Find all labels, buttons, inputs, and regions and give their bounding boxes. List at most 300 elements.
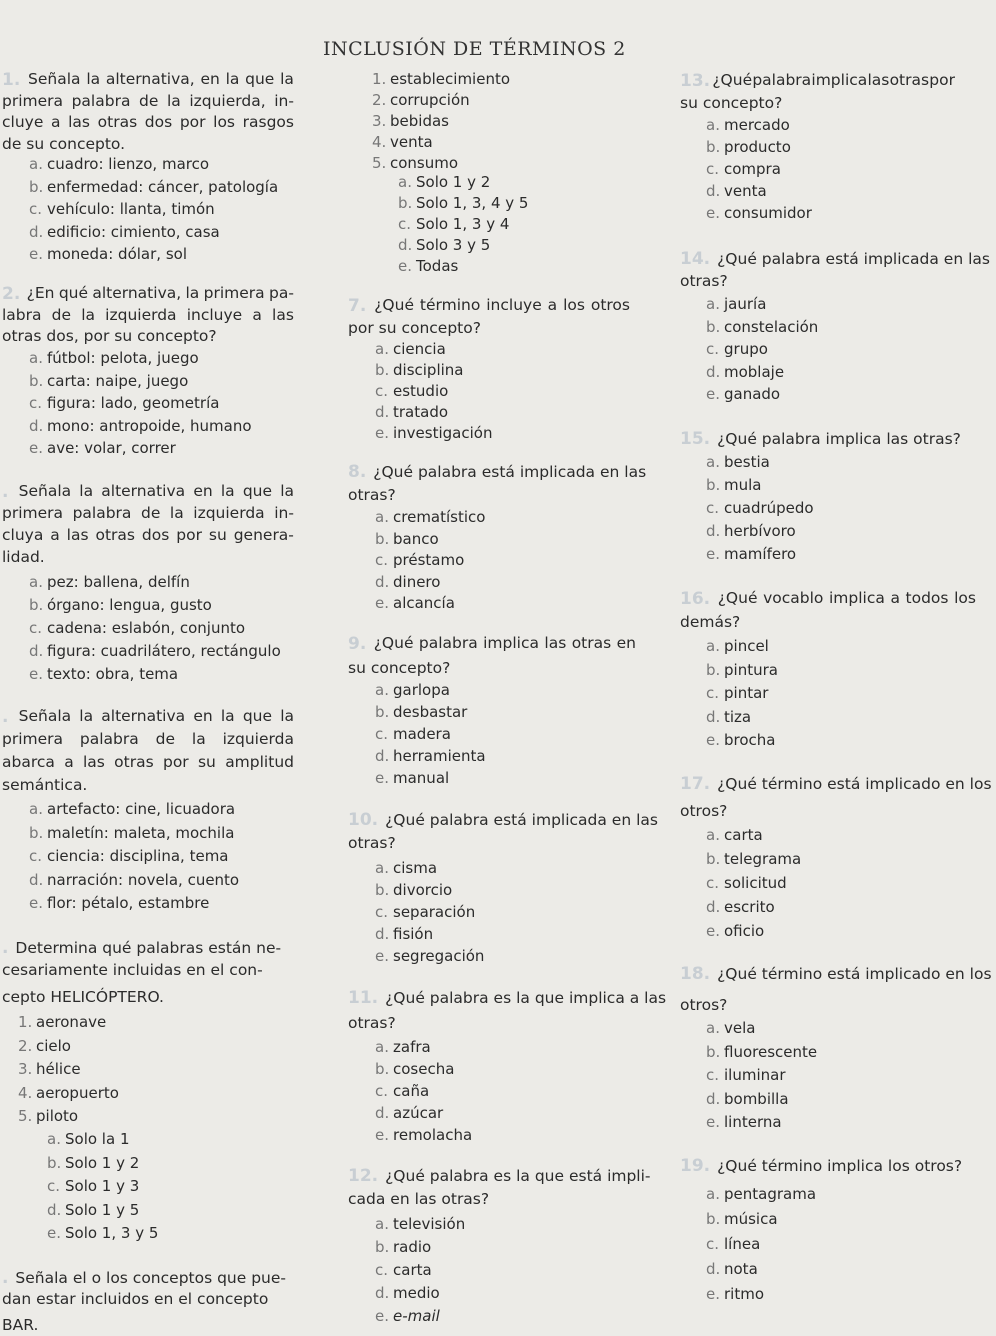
option-letter: c. (706, 684, 720, 702)
option-letter: d. (706, 898, 721, 916)
option-text[interactable]: madera (393, 725, 451, 743)
option-text[interactable]: radio (393, 1238, 432, 1256)
option-text[interactable]: ciencia (393, 340, 446, 358)
q3-stem-word: la (169, 504, 184, 522)
option-text[interactable]: e-mail (393, 1307, 440, 1325)
option-letter: b. (375, 881, 390, 899)
q5-option (47, 1132, 129, 1147)
q9-option (375, 727, 451, 742)
q12-option (375, 1263, 432, 1278)
option-text[interactable]: edificio: cimiento, casa (47, 222, 220, 241)
q4-stem-word: izquierda (222, 730, 294, 748)
q3-option (29, 644, 281, 659)
q4-stem-word: alternativa (101, 707, 186, 725)
q1-stem-word: 1. (2, 70, 21, 90)
q5-number: . (2, 938, 9, 958)
option-text[interactable]: pentagrama (724, 1185, 817, 1203)
option-letter: 2. (372, 91, 387, 109)
option-text[interactable]: aeronave (36, 1013, 107, 1031)
q16-stem-text: demás? (680, 613, 741, 631)
q13-option (706, 206, 812, 221)
q4-option (29, 849, 229, 864)
q11-stem-text: ¿Qué palabra es la que implica a las (385, 989, 667, 1007)
option-letter: b. (375, 1238, 390, 1256)
q9-stem-word: palabra (418, 634, 478, 652)
option-text[interactable]: vela (724, 1019, 756, 1037)
q17-stem-line (680, 776, 992, 793)
q3-stem-word: palabra (72, 504, 132, 522)
option-text[interactable]: moneda: dólar, sol (47, 245, 187, 263)
option-letter: b. (706, 660, 721, 679)
option-text[interactable]: cuadro: lienzo, marco (47, 155, 210, 173)
q7-stem-word: los (563, 296, 585, 314)
q3-stem-word: primera (2, 504, 64, 522)
q16-stem-word: ¿Qué (717, 589, 758, 607)
option-letter: d. (375, 925, 390, 943)
option-text[interactable]: fisión (393, 925, 434, 943)
q15-number: 15. (680, 429, 711, 449)
q14-number: 14. (680, 249, 711, 269)
option-letter: a. (375, 1038, 389, 1056)
option-letter: c. (398, 215, 412, 233)
option-text[interactable]: cosecha (393, 1060, 455, 1078)
q1-option (29, 202, 215, 217)
option-letter: d. (375, 1284, 390, 1302)
option-letter: e. (375, 1307, 389, 1325)
option-letter: b. (706, 317, 721, 336)
option-text[interactable]: línea (724, 1235, 761, 1253)
option-text[interactable]: zafra (393, 1038, 431, 1056)
option-text[interactable]: bebidas (390, 112, 449, 130)
option-text[interactable]: pintar (724, 684, 769, 702)
option-letter: b. (29, 823, 44, 842)
option-text[interactable]: venta (724, 182, 767, 200)
option-text[interactable]: azúcar (393, 1104, 444, 1122)
option-letter: e. (29, 245, 43, 263)
q15-stem-line (680, 431, 961, 448)
option-letter: a. (375, 859, 389, 877)
option-letter: e. (29, 665, 43, 683)
q4-option (29, 802, 235, 817)
q3-stem-word: izquierda (193, 504, 265, 522)
q14-option (706, 387, 780, 402)
q18-option (706, 1042, 818, 1061)
option-text[interactable]: consumidor (724, 204, 812, 222)
option-letter: 3. (372, 112, 387, 130)
option-text[interactable]: ritmo (724, 1285, 765, 1303)
q10-option (375, 883, 452, 898)
option-text[interactable]: mamífero (724, 545, 797, 563)
q3-option (29, 598, 212, 613)
option-text[interactable]: ave: volar, correr (47, 439, 176, 457)
option-text[interactable]: alcancía (393, 594, 455, 612)
q13-stem-word: las (867, 71, 890, 89)
q4-stem-word: Señala (18, 707, 72, 725)
q13-stem-word: implica (811, 71, 868, 89)
option-text[interactable]: separación (393, 903, 476, 921)
q16-stem-word: a (890, 589, 900, 607)
q6-stem-line (2, 1318, 38, 1334)
option-letter: 5. (18, 1107, 33, 1125)
q2-stem-line (2, 329, 217, 345)
q17-stem-line (680, 804, 727, 820)
option-text[interactable]: cuadrúpedo (724, 499, 814, 517)
q9-option (375, 705, 467, 720)
option-text[interactable]: Solo 3 y 5 (416, 236, 491, 254)
option-text[interactable]: telegrama (724, 850, 802, 868)
q16-stem-line (680, 615, 740, 631)
option-letter: d. (29, 222, 44, 241)
q9-option (375, 749, 486, 764)
q4-stem-word: la (280, 707, 294, 725)
q9-stem-word: otras (571, 634, 612, 652)
option-letter: e. (47, 1224, 61, 1242)
option-text[interactable]: órgano: lengua, gusto (47, 596, 212, 614)
option-text[interactable]: ganado (724, 385, 781, 403)
q17-option (706, 852, 801, 867)
q1-option (29, 222, 220, 241)
option-text[interactable]: grupo (724, 340, 768, 358)
option-text[interactable]: figura: lado, geometría (47, 394, 220, 412)
option-text[interactable]: música (724, 1210, 778, 1228)
q2-stem-word: alternativa, (92, 284, 182, 302)
option-letter: b. (706, 1210, 721, 1228)
q5-option (47, 1200, 140, 1219)
q1-stem-line (2, 137, 125, 153)
option-text[interactable]: pez: ballena, delfín (47, 573, 190, 591)
q6-stem-line (2, 1292, 268, 1308)
option-text[interactable]: cisma (393, 859, 438, 877)
option-text[interactable]: Solo 1, 3, 4 y 5 (416, 194, 529, 212)
q15-option (706, 478, 761, 493)
q4-stem-word: otras (114, 753, 154, 771)
q16-stem-word: los (954, 589, 976, 607)
q12-stem-text: cada en las otras? (348, 1190, 490, 1208)
option-letter: e. (706, 204, 720, 222)
option-letter: c. (706, 1235, 720, 1253)
option-text[interactable]: Solo 1 y 2 (416, 173, 491, 191)
option-text[interactable]: herbívoro (724, 522, 796, 540)
q1-stem-word: las (68, 113, 91, 131)
q3-stem-line (2, 528, 294, 544)
q19-option (706, 1237, 760, 1252)
q1-stem-word: Señala (28, 70, 81, 88)
option-text[interactable]: aeropuerto (36, 1083, 119, 1102)
option-letter: a. (706, 1019, 720, 1037)
option-letter: c. (29, 847, 43, 865)
q1-stem-word: la (225, 70, 240, 88)
q17-option (706, 876, 787, 891)
q1-stem-word: primera (2, 92, 64, 110)
q13-stem-line (680, 96, 782, 112)
option-letter: c. (706, 160, 720, 178)
q8-stem-text: otras? (348, 486, 396, 504)
q3-stem-word: las (66, 526, 89, 544)
option-text[interactable]: piloto (36, 1107, 79, 1125)
q1-stem-word: la (280, 70, 294, 88)
q2-stem-word: de (51, 306, 72, 324)
option-text[interactable]: estudio (393, 382, 449, 400)
option-text[interactable]: bestia (724, 453, 770, 471)
option-text[interactable]: maletín: maleta, mochila (47, 823, 235, 842)
q7-stem-word: otros (590, 296, 630, 314)
option-letter: a. (706, 1185, 720, 1203)
q1-stem-line (2, 94, 294, 110)
q9-stem-word: en (616, 634, 636, 652)
q4-stem-word: la (191, 730, 206, 748)
option-letter: c. (375, 382, 389, 400)
option-text[interactable]: Solo 1, 3 y 4 (416, 215, 510, 233)
page-title: INCLUSIÓN DE TÉRMINOS 2 (323, 38, 626, 60)
option-letter: d. (375, 1104, 390, 1122)
q11-stem-line (348, 990, 666, 1007)
option-text[interactable]: crematístico (393, 508, 486, 526)
q16-stem-word: implica (828, 589, 885, 607)
q5-stem-text: cepto HELICÓPTERO. (2, 988, 164, 1006)
q3-stem-line (2, 550, 45, 566)
option-text[interactable]: enfermedad: cáncer, patología (47, 177, 279, 196)
q10-number: 10. (348, 810, 379, 830)
option-text[interactable]: Solo la 1 (65, 1130, 130, 1148)
option-letter: d. (29, 416, 44, 435)
q7-stem-word: a (547, 296, 558, 314)
option-letter: b. (29, 596, 44, 614)
option-text[interactable]: oficio (724, 922, 765, 940)
q2-stem-word: la (81, 306, 96, 324)
option-text[interactable]: ciencia: disciplina, tema (47, 847, 229, 865)
q3-stem-word: su (208, 526, 227, 544)
option-text[interactable]: hélice (36, 1060, 81, 1078)
q18-stem-line (680, 966, 992, 983)
q1-stem-word: en (200, 70, 220, 88)
option-text[interactable]: manual (393, 769, 450, 787)
q1-stem-word: a (51, 113, 61, 131)
q13-stem-word: palabra (752, 71, 812, 89)
option-text[interactable]: escrito (724, 898, 775, 916)
option-text[interactable]: carta: naipe, juego (47, 371, 189, 390)
q13-stem-text: su concepto? (680, 94, 783, 112)
q4-stem-line (2, 732, 294, 748)
option-letter: a. (29, 800, 43, 818)
option-text[interactable]: brocha (724, 731, 776, 749)
q13-stem-word: 13. (680, 71, 711, 91)
option-letter: b. (29, 371, 44, 390)
q1-stem-line (2, 72, 294, 89)
option-text[interactable]: carta (724, 826, 763, 844)
q6-stem-text: Señala el o los conceptos que pue- (15, 1269, 287, 1287)
option-letter: c. (375, 551, 389, 569)
option-text[interactable]: pincel (724, 637, 769, 655)
q16-stem-word: 16. (680, 589, 711, 609)
option-letter: e. (375, 424, 389, 442)
option-text[interactable]: nota (724, 1260, 758, 1278)
option-letter: a. (47, 1130, 61, 1148)
q7-stem-line (348, 321, 481, 337)
q3-option (29, 667, 178, 682)
option-letter: a. (375, 340, 389, 358)
q10-option (375, 949, 484, 964)
option-text[interactable]: jauría (724, 295, 767, 313)
q5-stem-line (2, 963, 263, 979)
q4-stem-word: a (64, 753, 74, 771)
q14-option (706, 317, 819, 336)
q1-stem-word: palabra (71, 92, 131, 110)
option-text[interactable]: dinero (393, 572, 441, 591)
q7-option (375, 426, 492, 441)
q4-stem-line (2, 755, 294, 771)
q3-stem-word: de (140, 504, 161, 522)
q12-option (375, 1309, 440, 1324)
option-text[interactable]: cadena: eslabón, conjunto (47, 619, 246, 637)
option-text[interactable]: desbastar (393, 703, 468, 721)
option-text[interactable]: compra (724, 160, 781, 178)
option-letter: a. (706, 637, 720, 655)
q7-stem-word: término (419, 296, 481, 314)
q15-stem-text: ¿Qué palabra implica las otras? (717, 430, 961, 448)
q16-option (706, 660, 778, 679)
q7-option (375, 405, 448, 420)
option-text[interactable]: vehículo: llanta, timón (47, 200, 215, 218)
q2-stem-word: labra (2, 306, 42, 324)
q13-option (706, 118, 790, 133)
q3-stem-word: que (242, 482, 273, 500)
option-text[interactable]: artefacto: cine, licuadora (47, 800, 236, 818)
q17-stem-text: ¿Qué término está implicado en los (717, 775, 992, 793)
q6-option (398, 196, 528, 211)
option-letter: c. (375, 1082, 389, 1100)
option-text[interactable]: mono: antropoide, humano (47, 416, 252, 435)
option-letter: d. (706, 1260, 721, 1278)
q10-option (375, 905, 475, 920)
q7-option (375, 363, 463, 378)
option-text[interactable]: moblaje (724, 362, 785, 381)
q15-option (706, 547, 796, 562)
option-text[interactable]: narración: novela, cuento (47, 870, 240, 889)
option-text[interactable]: constelación (724, 317, 819, 336)
option-letter: a. (706, 116, 720, 134)
q16-option (706, 733, 775, 748)
option-text[interactable]: préstamo (393, 551, 465, 569)
option-text[interactable]: corrupción (390, 91, 470, 109)
option-text[interactable]: medio (393, 1284, 440, 1302)
option-text[interactable]: producto (724, 138, 791, 156)
option-text[interactable]: solicitud (724, 874, 787, 892)
q12-stem-text: ¿Qué palabra es la que está impli- (385, 1167, 651, 1185)
option-text[interactable]: flor: pétalo, estambre (47, 894, 210, 912)
option-text[interactable]: pintura (724, 660, 778, 679)
option-letter: a. (375, 508, 389, 526)
option-text[interactable]: remolacha (393, 1126, 473, 1144)
option-text[interactable]: venta (390, 133, 433, 151)
option-letter: b. (47, 1153, 62, 1172)
option-text[interactable]: fluorescente (724, 1042, 818, 1061)
option-text[interactable]: cielo (36, 1036, 71, 1055)
q6-item (372, 72, 510, 87)
q1-stem-word: dos (144, 113, 173, 131)
q12-number: 12. (348, 1166, 379, 1186)
q3-stem-word: cluya (2, 526, 44, 544)
option-text[interactable]: segregación (393, 947, 485, 965)
option-text[interactable]: garlopa (393, 681, 450, 699)
option-letter: c. (706, 1066, 720, 1084)
option-letter: 3. (18, 1060, 33, 1078)
q5-stem-line (2, 990, 164, 1006)
option-text[interactable]: investigación (393, 424, 493, 442)
option-text[interactable]: fútbol: pelota, juego (47, 349, 199, 367)
option-text[interactable]: mula (724, 476, 762, 494)
q10-stem-line (348, 812, 658, 829)
q18-number: 18. (680, 964, 711, 984)
option-text[interactable]: televisión (393, 1215, 466, 1233)
option-text[interactable]: divorcio (393, 881, 453, 899)
q1-stem-word: los (213, 113, 236, 131)
option-text[interactable]: Todas (416, 257, 459, 275)
option-letter: d. (398, 236, 413, 254)
option-text[interactable]: Solo 1 y 3 (65, 1177, 140, 1195)
option-text[interactable]: banco (393, 529, 439, 548)
option-letter: d. (375, 747, 390, 765)
option-text[interactable]: figura: cuadrilátero, rectángulo (47, 642, 281, 660)
option-text[interactable]: establecimiento (390, 70, 511, 88)
q8-number: 8. (348, 462, 367, 482)
q17-option (706, 828, 763, 843)
option-text[interactable]: mercado (724, 116, 790, 134)
option-text[interactable]: consumo (390, 154, 459, 172)
option-text[interactable]: tiza (724, 707, 752, 726)
q4-stem-word: primera (2, 730, 64, 748)
option-text[interactable]: bombilla (724, 1089, 789, 1108)
q13-option (706, 140, 791, 155)
q8-option (375, 553, 464, 568)
q3-stem-word: otras (95, 526, 135, 544)
option-text[interactable]: linterna (724, 1113, 782, 1131)
q1-stem-word: alternativa, (105, 70, 195, 88)
option-text[interactable]: caña (393, 1082, 430, 1100)
q3-stem-word: la (280, 482, 294, 500)
q17-number: 17. (680, 774, 711, 794)
option-text[interactable]: texto: obra, tema (47, 665, 179, 683)
option-letter: a. (706, 826, 720, 844)
option-text[interactable]: carta (393, 1261, 432, 1279)
q1-stem-word: cluye (2, 113, 44, 131)
q6-option (398, 175, 490, 190)
option-letter: 1. (372, 70, 387, 88)
option-text[interactable]: iluminar (724, 1066, 786, 1084)
option-text[interactable]: tratado (393, 403, 449, 421)
q2-stem-word: 2. (2, 284, 21, 304)
option-text[interactable]: disciplina (393, 361, 464, 379)
option-text[interactable]: Solo 1 y 5 (65, 1200, 140, 1219)
q8-stem-text: ¿Qué palabra está implicada en las (373, 463, 647, 481)
q8-option (375, 572, 441, 591)
q3-stem-word: en (193, 482, 213, 500)
option-letter: d. (706, 1089, 721, 1108)
q13-stem-word: otras (889, 71, 930, 89)
q11-option (375, 1128, 472, 1143)
q4-stem-word: por (162, 753, 189, 771)
option-letter: b. (706, 850, 721, 868)
q4-stem-line (2, 778, 87, 794)
q2-option (29, 416, 252, 435)
q1-option (29, 157, 209, 172)
option-text[interactable]: herramienta (393, 747, 486, 765)
option-text[interactable]: Solo 1 y 2 (65, 1153, 140, 1172)
option-letter: a. (706, 453, 720, 471)
q12-stem-line (348, 1168, 651, 1185)
q9-stem-word: implica (483, 634, 540, 652)
option-text[interactable]: Solo 1, 3 y 5 (65, 1224, 159, 1242)
q1-stem-line (2, 115, 294, 131)
